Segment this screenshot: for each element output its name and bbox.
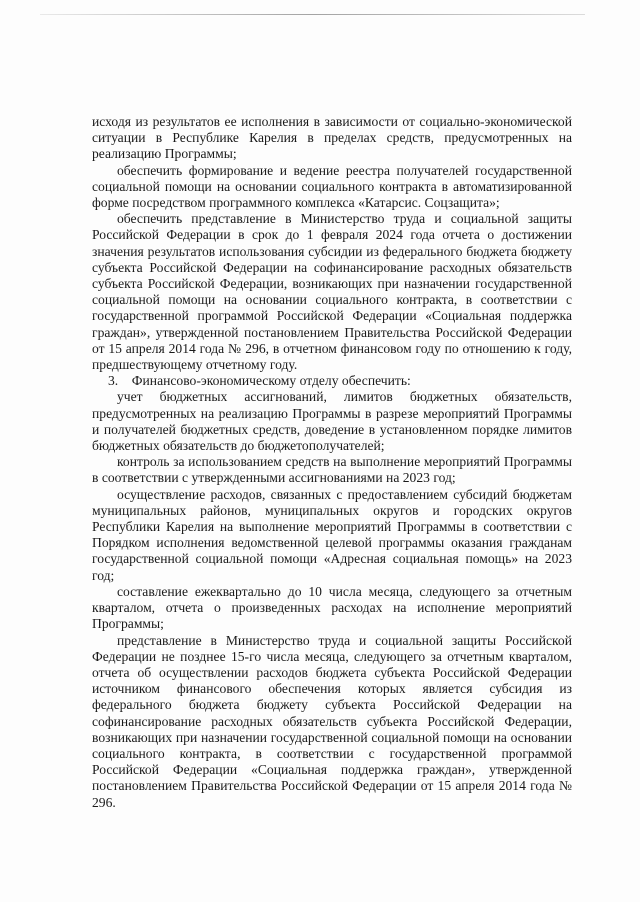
paragraph-quarterly-report: составление ежеквартально до 10 числа месяца, следующего за отчетным кварталом, отчета о произведенных расходах на исполнение мероприятий Программы; — [92, 583, 572, 632]
paragraph-control: контроль за использованием средств на выполнение мероприятий Программы в соответствии с утвержденными ассигнованиями на 2023 год; — [92, 454, 572, 486]
document-body — [92, 114, 572, 811]
paragraph-continuation: исходя из результатов ее исполнения в зависимости от социально-экономической ситуации в Республике Карелия в пределах средств, предусмотренных на реализацию Программы; — [92, 114, 572, 162]
scan-artifact-line — [40, 14, 585, 15]
section-3-heading: 3. Финансово-экономическому отделу обеспечить: — [108, 373, 411, 389]
paragraph-expenses: осуществление расходов, связанных с предоставлением субсидий бюджетам муниципальных районов, муниципальных округов и городских округов Республики Карелия на выполнение мероприятий Программы в соответствии с Порядком исполнения ведомственной целевой программы оказания гражданам государственной социальной помощи «Адресная социальная помощь» на 2023 год; — [92, 486, 572, 583]
paragraph-budget-accounting: учет бюджетных ассигнований, лимитов бюджетных обязательств, предусмотренных на реализацию Программы в разрезе мероприятий Программы и получателей бюджетных средств, доведение в установленном порядке лимитов бюджетных обязательств до бюджетополучателей; — [92, 389, 572, 454]
paragraph-report-ministry: обеспечить представление в Министерство труда и социальной защиты Российской Федерации в срок до 1 февраля 2024 года отчета о достижении значения результатов использования субсидии из федерального бюджета бюджету субъекта Российской Федерации на софинансирование расходных обязательств субъекта Российской Федерации, возникающих при назначении государственной социальной помощи на основании социального контракта, в соответствии с государственной программой Российской Федерации «Социальная поддержка граждан», утвержденной постановлением Правительства Российской Федерации от 15 апреля 2014 года № 296, в отчетном финансовом году по отношению к году, предшествующему отчетному году. — [92, 211, 572, 373]
paragraph-registry: обеспечить формирование и ведение реестра получателей государственной социальной помощи на основании социального контракта в автоматизированной форме посредством программного комплекса «Катарсис. Соцзащита»; — [92, 162, 572, 211]
paragraph-ministry-report: представление в Министерство труда и социальной защиты Российской Федерации не позднее 15-го числа месяца, следующего за отчетным кварталом, отчета об осуществлении расходов бюджета субъекта Российской Федерации источником финансового обеспечения которых является субсидия из федерального бюджета бюджету субъекта Российской Федерации на софинансирование расходных обязательств субъекта Российской Федерации, возникающих при назначении государственной социальной помощи на основании социального контракта, в соответствии с государственной программой Российской Федерации «Социальная поддержка граждан», утвержденной постановлением Правительства Российской Федерации от 15 апреля 2014 года № 296. — [92, 632, 572, 810]
